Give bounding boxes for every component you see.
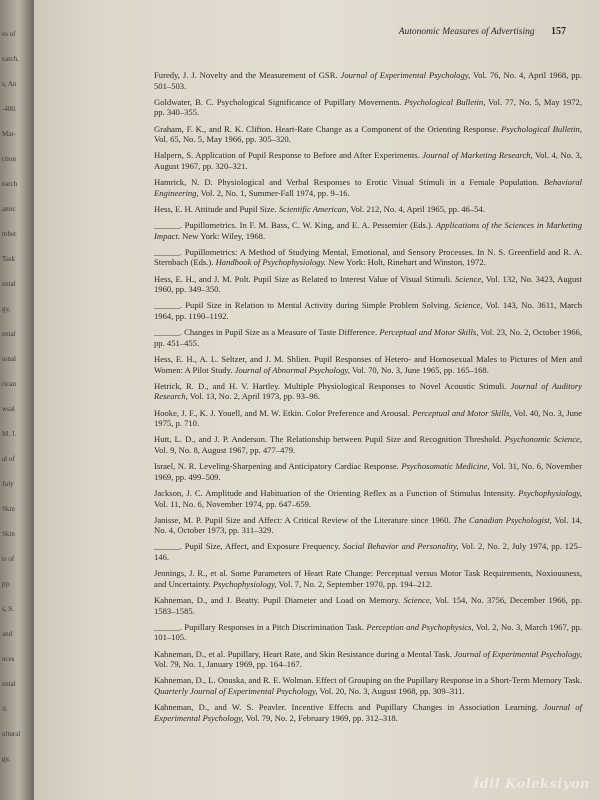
reference-details: Vol. 14, No. 4, October 1973, pp. 311–329. (154, 514, 582, 536)
reference-entry (154, 124, 582, 145)
journal-title: Journal of Marketing Research, (422, 150, 533, 161)
left-page-text-fragment: mber (2, 230, 17, 238)
reference-details: Vol. 4, No. 3, August 1967, pp. 320–321. (154, 150, 582, 171)
reference-entry (154, 97, 582, 118)
reference-details: Vol. 7, No. 2, September 1970, pp. 194–212. (276, 578, 433, 589)
left-page-text-fragment: ts of (2, 555, 15, 563)
journal-title: Scientific American, (278, 203, 349, 214)
reference-details: Vol. 9, No. 8, August 1967, pp. 477–479. (154, 444, 296, 455)
reference-entry (154, 702, 582, 723)
reference-details: Vol. 212, No. 4, April 1965, pp. 46–54. (348, 203, 485, 214)
left-page-text-fragment: gy, (2, 305, 11, 313)
journal-title: Psychophysiology, (212, 578, 277, 589)
reference-details: Vol. 70, No. 3, June 1965, pp. 165–168. (350, 364, 489, 375)
reference-details: Vol. 31, No. 6, November 1969, pp. 499–509. (154, 461, 582, 482)
journal-title: Social Behavior and Personality, (342, 541, 459, 552)
left-page-text-fragment: gy, (2, 755, 11, 763)
reference-text: Hess, E. H., and J. M. Polt. Pupil Size as Related to Interest Value of Visual Stimuli. (154, 273, 455, 284)
reference-entry (154, 434, 582, 455)
reference-details: Vol. 79, No. 1, January 1969, pp. 164–167. (154, 659, 302, 670)
journal-title: Science, (403, 595, 432, 606)
reference-entry (154, 381, 582, 402)
reference-text: Kahneman, D., L. Onuska, and R. E. Wolman. Effect of Grouping on the Pupillary Response in a Short-Term Memory Task. (154, 675, 582, 686)
journal-title: Journal of Auditory Research, (154, 380, 582, 402)
reference-text: Hamrick, N. D. Physiological and Verbal Responses to Erotic Visual Stimuli in a Female Population. (154, 177, 544, 188)
reference-entry (154, 70, 582, 91)
reference-text: Hooke, J. F., K. J. Youell, and M. W. Etkin. Color Preference and Arousal. (154, 407, 413, 418)
journal-title: The Canadian Psychologist, (453, 514, 552, 525)
reference-text: Israel, N. R. Leveling-Sharpening and Anticipatory Cardiac Response. (154, 461, 402, 472)
left-page-text-fragment: al of (2, 455, 15, 463)
left-page-text-fragment: ional (2, 355, 16, 363)
reference-text: Furedy, J. J. Novelty and the Measurement of GSR. (154, 70, 341, 80)
left-page-text-fragment: Mar- (2, 130, 16, 138)
left-page-text-fragment: wsal (2, 405, 15, 413)
reference-details: Vol. 40, No. 3, June 1975, p. 710. (154, 407, 582, 429)
watermark: İdil Koleksiyon (473, 777, 590, 792)
reference-details: Vol. 132, No. 3423, August 1960, pp. 349–350. (154, 273, 582, 295)
journal-title: Perceptual and Motor Skills, (412, 407, 512, 418)
journal-title: Psychological Bulletin, (501, 123, 582, 134)
reference-entry (154, 274, 582, 295)
left-page-text-fragment: ultural (2, 730, 21, 738)
reference-text: Halpern, S. Application of Pupil Response to Before and After Experiments. (154, 150, 423, 161)
reference-text: Hetrick, R. D., and H. V. Hartley. Multiple Physiological Responses to Novel Acoustic Stimuli. (154, 380, 511, 391)
reference-entry (154, 568, 582, 589)
journal-title: Applications of the Sciences in Marketing Impact. (154, 220, 583, 241)
reference-text: ______. Changes in Pupil Size as a Measure of Taste Difference. (154, 327, 380, 338)
journal-title: Journal of Abnormal Psychology, (234, 364, 351, 375)
book-page (34, 0, 600, 800)
journal-title: Perceptual and Motor Skills, (379, 327, 479, 338)
reference-text: Jackson, J. C. Amplitude and Habituation of the Orienting Reflex as a Function of Stimulus Intensity. (154, 487, 519, 498)
left-page-text-fragment: pp. (2, 580, 11, 588)
reference-text: Hess, E. H., A. L. Seltzer, and J. M. Shlien. Pupil Responses of Hetero- and Homosexual Males to Pictures of Men and Women: A Pilot Study. (154, 354, 582, 375)
left-page-edge (0, 0, 34, 800)
reference-text: Hess, E. H. Attitude and Pupil Size. (154, 203, 279, 214)
reference-text: Graham, F. K., and R. K. Clifton. Heart-Rate Change as a Component of the Orienting Response. (154, 123, 502, 134)
reference-details: Vol. 2, No. 2, July 1974, pp. 125–146. (154, 541, 582, 563)
reference-entry (154, 649, 582, 670)
journal-title: Psychosomatic Medicine, (401, 461, 490, 472)
reference-details: Vol. 13, No. 2, April 1973, pp. 93–96. (187, 391, 320, 402)
reference-entry (154, 247, 582, 268)
reference-details: Vol. 2, No. 3, March 1967, pp. 101–105. (154, 621, 582, 643)
reference-text: Hutt, L. D., and J. P. Anderson. The Relationship between Pupil Size and Recognition Threshold. (154, 434, 505, 445)
reference-details: Vol. 79, No. 2, February 1969, pp. 312–318. (243, 712, 398, 723)
reference-details: Vol. 143, No. 3611, March 1964, pp. 1190–1192. (154, 300, 582, 322)
reference-entry (154, 204, 582, 215)
left-page-text-fragment: il. (2, 705, 8, 713)
reference-text: Janisse, M. P. Pupil Size and Affect: A Critical Review of the Literature since 1960. (154, 514, 454, 525)
reference-text: Jennings, J. R., et al. Some Parameters of Heart Rate Change: Perceptual versus Motor Task Requirements, Noxiousness, and Uncertainty. (154, 568, 582, 589)
journal-title: Handbook of Psychophysiology. (215, 257, 327, 268)
reference-text: ______. Pupil Size in Relation to Mental Activity during Simple Problem Solving. (154, 300, 455, 311)
journal-title: Journal of Experimental Psychology, (154, 702, 582, 723)
left-page-text-fragment: s, An (2, 80, 17, 88)
journal-title: Psychophysiology, (518, 487, 582, 498)
left-page-text-fragment: rican (2, 380, 16, 388)
left-page-text-fragment: nces (2, 655, 15, 663)
journal-title: Perception and Psychophysics, (366, 621, 474, 632)
journal-title: Journal of Experimental Psychology, (454, 648, 582, 659)
journal-title: Psychonomic Science, (504, 434, 583, 445)
reference-entry (154, 675, 582, 696)
reference-details: Vol. 65, No. 5, May 1966, pp. 305–320. (154, 134, 291, 145)
journal-title: Journal of Experimental Psychology, (340, 70, 471, 80)
reference-details: Vol. 154, No. 3756, December 1966, pp. 1583–1585. (154, 595, 582, 616)
left-page-text-fragment: M. J. (2, 430, 17, 438)
reference-text: ______. Pupillometrics: A Method of Studying Mental, Emotional, and Sensory Processes. In N. S. Greenfield and R. A. Sternbach (Eds.). (154, 246, 582, 268)
running-head: Autonomic Measures of Advertising (398, 27, 535, 37)
reference-entry (154, 177, 582, 198)
left-page-text-fragment: ental (2, 330, 16, 338)
left-page-text-fragment: es of (2, 30, 16, 38)
reference-text: ______. Pupil Size, Affect, and Exposure Frequency. (154, 541, 343, 552)
left-page-text-fragment: ental (2, 280, 16, 288)
left-page-text-fragment: s, S. (2, 605, 14, 613)
left-page-text-fragment: ction (2, 155, 16, 163)
reference-text: Kahneman, D., and W. S. Peavler. Incentive Effects and Pupillary Changes in Association Learning. (154, 702, 544, 713)
journal-title: Quarterly Journal of Experimental Psychology, (154, 685, 318, 696)
reference-text: Goldwater, B. C. Psychological Significance of Pupillary Movements. (154, 96, 405, 107)
reference-entry (154, 622, 582, 643)
reference-text: Kahneman, D., and J. Beatty. Pupil Diameter and Load on Memory. (154, 595, 404, 606)
reference-entry (154, 150, 582, 171)
reference-entry (154, 488, 582, 509)
reference-entry (154, 300, 582, 321)
reference-text: Kahneman, D., et al. Pupillary, Heart Rate, and Skin Resistance during a Mental Task. (154, 648, 455, 659)
page-number: 157 (551, 26, 566, 37)
left-page-text-fragment: -400. (2, 105, 17, 113)
reference-entry (154, 515, 582, 536)
left-page-text-fragment: July (2, 480, 14, 488)
reference-details: Vol. 77, No. 5, May 1972, pp. 340–355. (154, 96, 582, 118)
reference-entry (154, 354, 582, 375)
left-page-text-fragment: Task (2, 255, 16, 263)
reference-entry (154, 327, 582, 348)
reference-text: ______. Pupillary Responses in a Pitch Discrimination Task. (154, 621, 367, 632)
left-page-text-fragment: ental (2, 680, 16, 688)
reference-details: Vol. 20, No. 3, August 1968, pp. 309–311. (317, 685, 465, 696)
left-page-text-fragment: earch, (2, 55, 19, 63)
left-page-text-fragment: Skin (2, 530, 15, 538)
reference-text: ______. Pupillometrics. In F. M. Bass, C. W. King, and E. A. Pessemier (Eds.). (154, 220, 436, 231)
reference-entry (154, 461, 582, 482)
reference-list (154, 70, 582, 729)
left-page-text-fragment: amic (2, 205, 16, 213)
left-page-text-fragment: earch (2, 180, 18, 188)
reference-entry (154, 595, 582, 616)
reference-entry (154, 541, 582, 562)
journal-title: Science, (454, 273, 484, 284)
reference-details: Vol. 23, No. 2, October 1966, pp. 451–455. (154, 327, 582, 348)
reference-details: Vol. 76, No. 4, April 1968, pp. 501–503. (154, 70, 582, 91)
reference-entry (154, 408, 582, 429)
reference-details: Vol. 11, No. 6, November 1974, pp. 647–659. (154, 498, 312, 509)
left-page-text-fragment: Skin (2, 505, 15, 513)
reference-entry (154, 220, 582, 241)
left-page-text-fragment: and (2, 630, 13, 638)
journal-title: Behavioral Engineering, (154, 177, 582, 198)
reference-details: Vol. 2, No. 1, Summer-Fall 1974, pp. 9–16. (198, 187, 350, 198)
journal-title: Science, (454, 300, 483, 311)
reference-details: New York: Wiley, 1968. (180, 230, 266, 241)
reference-details: New York: Holt, Rinehart and Winston, 1972. (326, 257, 486, 268)
journal-title: Psychological Bulletin, (404, 96, 486, 107)
page-header (34, 26, 566, 37)
